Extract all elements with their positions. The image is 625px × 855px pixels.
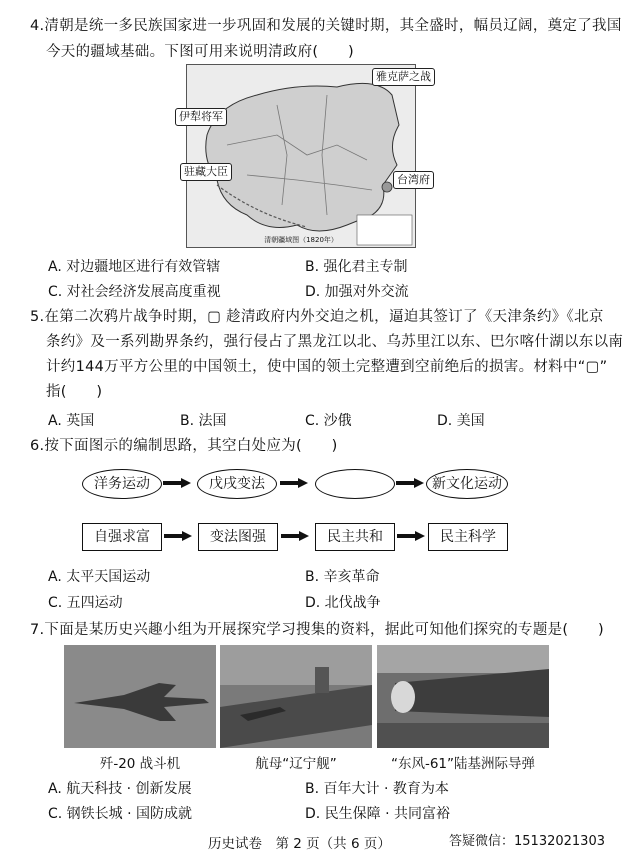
q4-option-d: D. 加强对外交流 — [305, 284, 409, 300]
flow-bottom-1: 自强求富 — [82, 523, 162, 551]
q6-option-d: D. 北伐战争 — [305, 595, 381, 611]
arrow-right-icon — [163, 478, 191, 488]
map-label-zhuzang: 驻藏大臣 — [180, 163, 232, 181]
q4-option-a: A. 对边疆地区进行有效管辖 — [48, 259, 221, 275]
flow-bottom-2: 变法图强 — [198, 523, 278, 551]
arrow-right-icon — [281, 531, 309, 541]
flow-bottom-4: 民主科学 — [428, 523, 508, 551]
q4-line1: 4.清朝是统一多民族国家进一步巩固和发展的关键时期，其全盛时，幅员辽阔，奠定了我国 — [30, 18, 622, 34]
caption-aircraft-carrier: 航母“辽宁舰” — [255, 756, 337, 772]
q7-line1: 7.下面是某历史兴趣小组为开展探究学习搜集的资料，据此可知他们探究的专题是( ) — [30, 622, 604, 638]
arrow-right-icon — [280, 478, 308, 488]
qing-territory-map — [186, 64, 416, 248]
q5-option-b: B. 法国 — [180, 413, 227, 429]
q6-option-c: C. 五四运动 — [48, 595, 123, 611]
flow-top-3-blank — [315, 469, 395, 499]
map-caption: 清朝疆域图（1820年） — [264, 236, 338, 244]
arrow-right-icon — [164, 531, 192, 541]
q5-line1: 5.在第二次鸦片战争时期，▢ 趁清政府内外交迫之机，逼迫其签订了《天津条约》《北京 — [30, 309, 604, 325]
q5-option-a: A. 英国 — [48, 413, 95, 429]
caption-fighter-jet: 歼-20 战斗机 — [99, 756, 181, 772]
q7-option-b: B. 百年大计 · 教育为本 — [305, 781, 449, 797]
photo-aircraft-carrier — [220, 645, 372, 748]
photo-fighter-jet — [64, 645, 216, 748]
flow-bottom-3: 民主共和 — [315, 523, 395, 551]
flow-top-1: 洋务运动 — [82, 469, 162, 499]
q5-option-d: D. 美国 — [437, 413, 485, 429]
arrow-right-icon — [396, 478, 424, 488]
q5-line4: 指( ) — [46, 384, 103, 400]
contact-watermark: 答疑微信：15132021303 — [447, 830, 607, 849]
q4-option-c: C. 对社会经济发展高度重视 — [48, 284, 221, 300]
q5-line3: 计约144万平方公里的中国领土，使中国的领土完整遭到空前绝后的损害。材料中“▢” — [46, 359, 608, 375]
q7-option-a: A. 航天科技 · 创新发展 — [48, 781, 192, 797]
q6-line1: 6.按下面图示的编制思路，其空白处应为( ) — [30, 438, 338, 454]
q5-line2: 条约》及一系列勘界条约，强行侵占了黑龙江以北、乌苏里江以东、巴尔喀什湖以东以南 — [46, 334, 624, 350]
q7-option-c: C. 钢铁长城 · 国防成就 — [48, 806, 193, 822]
map-label-yili: 伊犁将军 — [175, 108, 227, 126]
q6-option-a: A. 太平天国运动 — [48, 569, 151, 585]
caption-icbm-missile: “东风-61”陆基洲际导弹 — [390, 756, 536, 772]
q4-line2: 今天的疆域基础。下图可用来说明清政府( ) — [46, 44, 354, 60]
q5-option-c: C. 沙俄 — [305, 413, 352, 429]
q4-option-b: B. 强化君主专制 — [305, 259, 408, 275]
map-label-yakesa: 雅克萨之战 — [372, 68, 435, 86]
flow-top-2: 戊戌变法 — [197, 469, 277, 499]
q7-option-d: D. 民生保障 · 共同富裕 — [305, 806, 451, 822]
q6-option-b: B. 辛亥革命 — [305, 569, 380, 585]
arrow-right-icon — [397, 531, 425, 541]
map-label-taiwan: 台湾府 — [393, 171, 434, 189]
flow-top-4: 新文化运动 — [426, 469, 508, 499]
photo-icbm-missile — [377, 645, 549, 748]
page-footer: 历史试卷 第 2 页（共 6 页） — [208, 836, 391, 852]
map-graphic — [187, 65, 415, 247]
